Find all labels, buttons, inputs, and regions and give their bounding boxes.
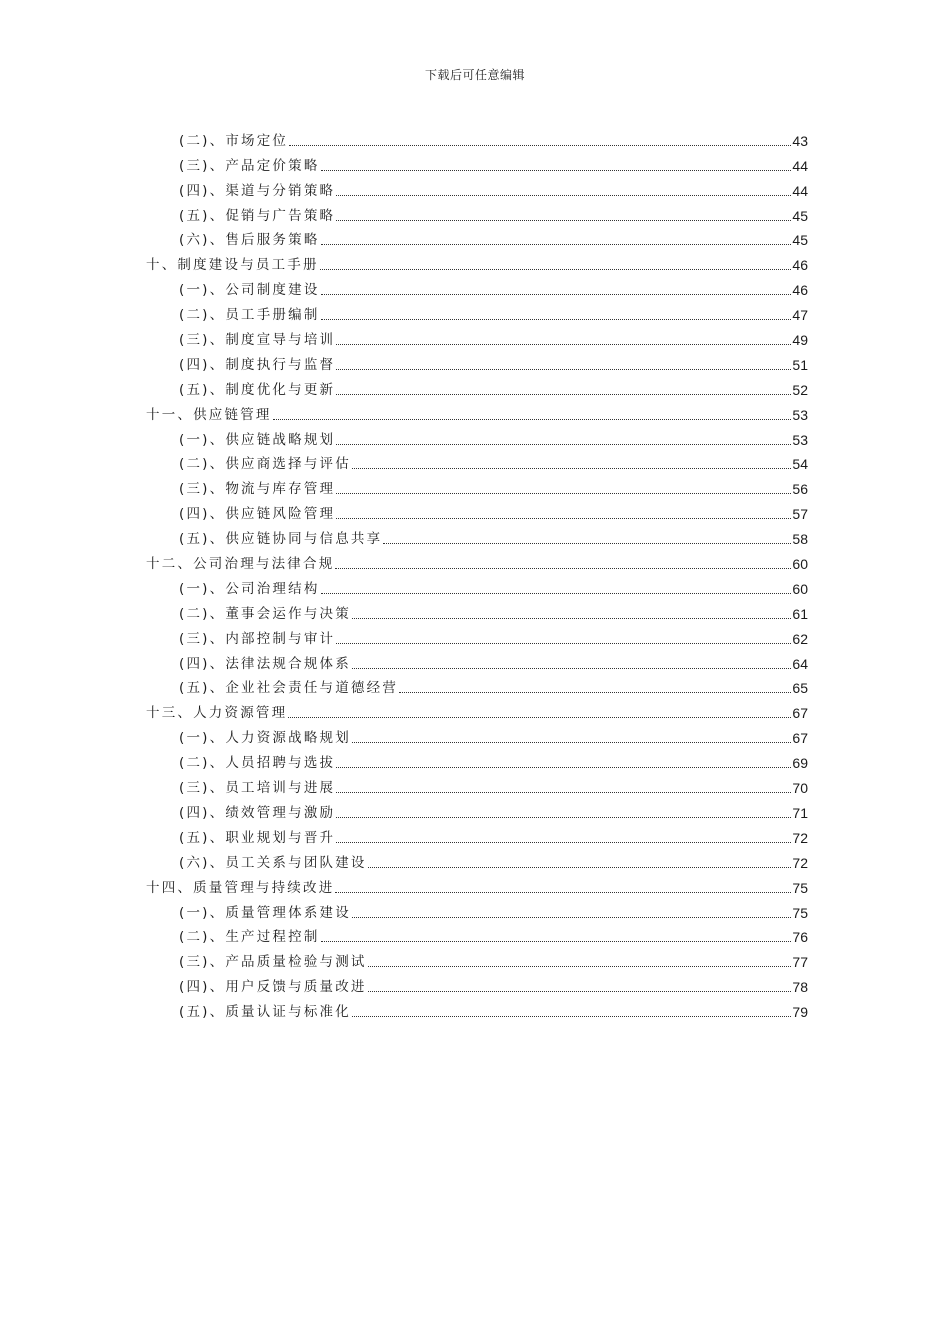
dot-leader [288,717,791,718]
toc-entry-page-number: 70 [792,780,808,797]
dot-leader [352,668,791,669]
dot-leader [352,917,791,918]
toc-section-entry[interactable] [146,299,808,324]
toc-section-entry[interactable] [146,673,808,698]
dot-leader [336,493,791,494]
toc-entry-page-number: 45 [792,207,808,224]
toc-entry-page-number: 61 [792,605,808,622]
toc-section-entry[interactable] [146,996,808,1021]
dot-leader [321,941,792,942]
dot-leader [399,692,791,693]
toc-entry-title: (四)、渠道与分销策略 [179,182,336,199]
toc-entry-page-number: 60 [792,580,808,597]
dot-leader [321,170,792,171]
toc-entry-page-number: 52 [792,381,808,398]
toc-entry-page-number: 45 [792,232,808,249]
toc-section-entry[interactable] [146,349,808,374]
toc-entry-title: (四)、法律法规合规体系 [179,655,351,672]
toc-section-entry[interactable] [146,772,808,797]
toc-entry-title: 十四、质量管理与持续改进 [146,879,335,896]
toc-entry-title: (三)、产品定价策略 [179,157,320,174]
dot-leader [335,892,791,893]
toc-section-entry[interactable] [146,125,808,150]
dot-leader [352,468,791,469]
toc-section-entry[interactable] [146,225,808,250]
toc-entry-title: (五)、职业规划与晋升 [179,829,336,846]
toc-section-entry[interactable] [146,274,808,299]
toc-entry-title: (三)、物流与库存管理 [179,481,336,498]
toc-section-entry[interactable] [146,150,808,175]
dot-leader [383,543,791,544]
dot-leader [289,145,791,146]
toc-entry-title: (二)、员工手册编制 [179,307,320,324]
toc-entry-title: (五)、供应链协同与信息共享 [179,531,383,548]
toc-entry-page-number: 75 [792,879,808,896]
toc-entry-page-number: 64 [792,655,808,672]
dot-leader [336,344,791,345]
page-header: 下载后可任意编辑 [424,68,525,82]
toc-entry-title: (一)、供应链战略规划 [179,431,336,448]
toc-chapter-entry[interactable] [146,872,808,897]
toc-chapter-entry[interactable] [146,697,808,722]
toc-entry-page-number: 62 [792,630,808,647]
toc-section-entry[interactable] [146,722,808,747]
dot-leader [352,618,791,619]
toc-entry-page-number: 57 [792,506,808,523]
toc-entry-page-number: 67 [792,730,808,747]
toc-entry-title: (一)、人力资源战略规划 [179,730,351,747]
toc-entry-title: (三)、制度宣导与培训 [179,332,336,349]
toc-section-entry[interactable] [146,946,808,971]
toc-entry-title: (六)、员工关系与团队建设 [179,854,367,871]
dot-leader [336,394,791,395]
toc-entry-page-number: 46 [792,257,808,274]
dot-leader [336,643,791,644]
toc-entry-page-number: 75 [792,904,808,921]
toc-section-entry[interactable] [146,797,808,822]
toc-entry-page-number: 78 [792,979,808,996]
toc-section-entry[interactable] [146,623,808,648]
dot-leader [321,244,792,245]
toc-entry-page-number: 58 [792,531,808,548]
toc-entry-title: (四)、供应链风险管理 [179,506,336,523]
toc-entry-page-number: 79 [792,1004,808,1021]
toc-entry-page-number: 65 [792,680,808,697]
dot-leader [335,568,791,569]
toc-entry-title: (四)、制度执行与监督 [179,356,336,373]
dot-leader [320,269,792,270]
dot-leader [336,518,791,519]
dot-leader [352,742,791,743]
toc-entry-title: (一)、公司制度建设 [179,282,320,299]
toc-entry-page-number: 69 [792,755,808,772]
toc-entry-page-number: 44 [792,157,808,174]
toc-section-entry[interactable] [146,374,808,399]
toc-chapter-entry[interactable] [146,399,808,424]
toc-entry-title: (四)、绩效管理与激励 [179,804,336,821]
toc-entry-page-number: 56 [792,481,808,498]
toc-section-entry[interactable] [146,971,808,996]
toc-section-entry[interactable] [146,200,808,225]
toc-entry-page-number: 67 [792,705,808,722]
dot-leader [336,220,791,221]
toc-entry-title: (二)、供应商选择与评估 [179,456,351,473]
dot-leader [368,966,792,967]
toc-entry-title: 十一、供应链管理 [146,406,272,423]
dot-leader [321,294,792,295]
toc-section-entry[interactable] [146,498,808,523]
toc-chapter-entry[interactable] [146,548,808,573]
toc-entry-title: (二)、生产过程控制 [179,929,320,946]
toc-entry-title: (五)、质量认证与标准化 [179,1004,351,1021]
dot-leader [273,419,792,420]
toc-entry-title: (五)、企业社会责任与道德经营 [179,680,399,697]
toc-section-entry[interactable] [146,922,808,947]
toc-entry-title: (二)、董事会运作与决策 [179,605,351,622]
toc-section-entry[interactable] [146,847,808,872]
toc-entry-page-number: 49 [792,332,808,349]
toc-section-entry[interactable] [146,573,808,598]
toc-section-entry[interactable] [146,523,808,548]
toc-section-entry[interactable] [146,822,808,847]
toc-entry-title: (三)、员工培训与进展 [179,780,336,797]
toc-section-entry[interactable] [146,598,808,623]
toc-section-entry[interactable] [146,648,808,673]
toc-entry-page-number: 76 [792,929,808,946]
toc-entry-title: (六)、售后服务策略 [179,232,320,249]
dot-leader [336,842,791,843]
toc-entry-title: (二)、人员招聘与选拔 [179,755,336,772]
dot-leader [336,792,791,793]
toc-entry-title: (五)、制度优化与更新 [179,381,336,398]
dot-leader [336,369,791,370]
toc-section-entry[interactable] [146,747,808,772]
toc-section-entry[interactable] [146,897,808,922]
toc-entry-title: 十二、公司治理与法律合规 [146,556,335,573]
toc-entry-title: 十三、人力资源管理 [146,705,288,722]
toc-section-entry[interactable] [146,449,808,474]
toc-entry-page-number: 46 [792,282,808,299]
dot-leader [368,867,792,868]
toc-entry-page-number: 60 [792,556,808,573]
toc-entry-title: (四)、用户反馈与质量改进 [179,979,367,996]
dot-leader [321,593,792,594]
toc-entry-title: (二)、市场定位 [179,132,289,149]
toc-entry-page-number: 77 [792,954,808,971]
dot-leader [368,991,792,992]
toc-entry-page-number: 53 [792,406,808,423]
toc-entry-page-number: 44 [792,182,808,199]
dot-leader [321,319,792,320]
toc-entry-title: (五)、促销与广告策略 [179,207,336,224]
toc-entry-title: 十、制度建设与员工手册 [146,257,319,274]
toc-chapter-entry[interactable] [146,249,808,274]
toc-entry-page-number: 72 [792,854,808,871]
toc-entry-title: (一)、公司治理结构 [179,580,320,597]
dot-leader [336,767,791,768]
dot-leader [336,444,791,445]
dot-leader [336,817,791,818]
toc-entry-page-number: 51 [792,356,808,373]
table-of-contents [146,125,808,1021]
toc-entry-page-number: 53 [792,431,808,448]
toc-entry-page-number: 43 [792,132,808,149]
toc-entry-title: (一)、质量管理体系建设 [179,904,351,921]
toc-section-entry[interactable] [146,175,808,200]
dot-leader [352,1016,791,1017]
toc-entry-page-number: 72 [792,829,808,846]
toc-entry-page-number: 71 [792,804,808,821]
toc-section-entry[interactable] [146,473,808,498]
toc-entry-title: (三)、内部控制与审计 [179,630,336,647]
toc-entry-page-number: 54 [792,456,808,473]
dot-leader [336,195,791,196]
toc-section-entry[interactable] [146,324,808,349]
toc-entry-page-number: 47 [792,307,808,324]
toc-section-entry[interactable] [146,424,808,449]
toc-entry-title: (三)、产品质量检验与测试 [179,954,367,971]
